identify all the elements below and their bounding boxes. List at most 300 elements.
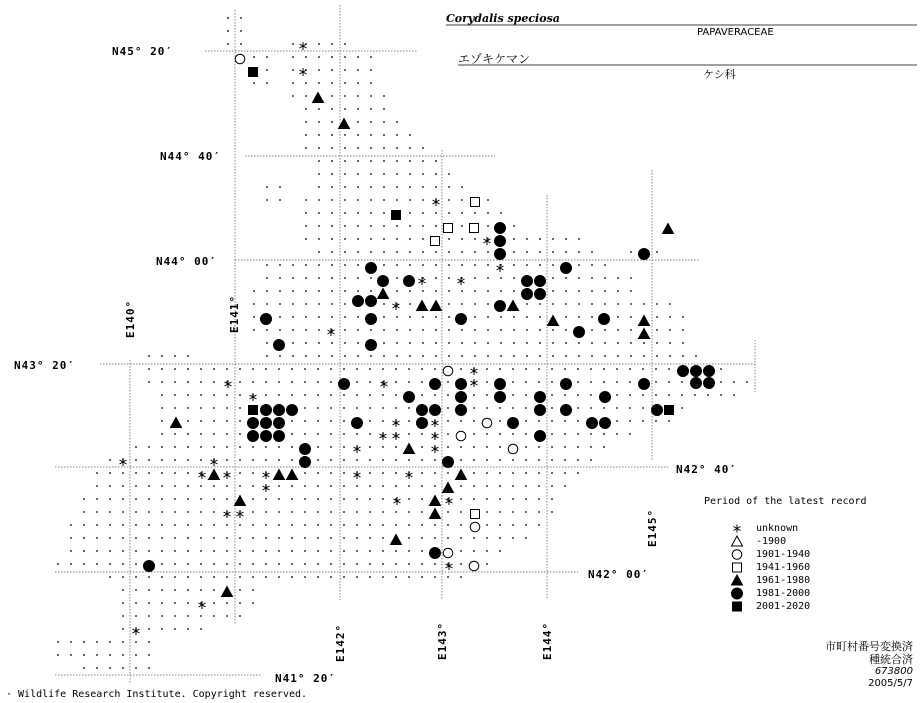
grid-dot <box>395 563 397 565</box>
asterisk-marker <box>225 380 232 388</box>
grid-dot <box>383 303 385 305</box>
grid-dot <box>577 394 579 396</box>
grid-dot <box>96 641 98 643</box>
grid-dot <box>291 511 293 513</box>
grid-dot <box>590 433 592 435</box>
filled-triangle-marker <box>222 587 233 597</box>
grid-dot <box>487 355 489 357</box>
legend-label: 1961-1980 <box>756 575 811 586</box>
grid-dot <box>174 563 176 565</box>
grid-dot <box>265 511 267 513</box>
grid-dot <box>161 576 163 578</box>
grid-dot <box>421 524 423 526</box>
grid-dot <box>187 602 189 604</box>
grid-dot <box>96 485 98 487</box>
grid-dot <box>460 537 462 539</box>
grid-dot <box>590 407 592 409</box>
filled-circle-marker <box>274 340 285 351</box>
grid-dot <box>356 459 358 461</box>
grid-dot <box>122 563 124 565</box>
grid-dot <box>473 550 475 552</box>
grid-dot <box>279 199 281 201</box>
grid-dot <box>486 472 488 474</box>
grid-dot <box>213 368 215 370</box>
filled-circle-marker <box>535 431 546 442</box>
grid-dot <box>344 43 346 45</box>
grid-dot <box>330 420 332 422</box>
grid-dot <box>265 368 267 370</box>
filled-circle-marker <box>366 263 377 274</box>
grid-dot <box>331 108 333 110</box>
grid-dot <box>422 264 424 266</box>
grid-dot <box>499 472 501 474</box>
filled-triangle-marker <box>404 444 415 454</box>
grid-dot <box>330 511 332 513</box>
grid-dot <box>396 186 398 188</box>
grid-dot <box>409 342 411 344</box>
grid-dot <box>422 199 424 201</box>
grid-dot <box>344 316 346 318</box>
grid-dot <box>630 342 632 344</box>
grid-dot <box>292 82 294 84</box>
grid-dot <box>356 381 358 383</box>
grid-dot <box>318 316 320 318</box>
grid-dot <box>344 329 346 331</box>
grid-dot <box>252 550 254 552</box>
filled-circle-marker <box>704 378 715 389</box>
asterisk-marker <box>250 393 257 401</box>
grid-dot <box>421 459 423 461</box>
filled-circle-marker <box>300 457 311 468</box>
filled-circle-marker <box>535 276 546 287</box>
grid-dot <box>435 186 437 188</box>
grid-dot <box>552 277 554 279</box>
grid-dot <box>643 303 645 305</box>
grid-dot <box>603 368 605 370</box>
grid-dot <box>331 134 333 136</box>
grid-dot <box>357 342 359 344</box>
grid-dot <box>447 511 449 513</box>
grid-dot <box>200 394 202 396</box>
grid-dot <box>370 82 372 84</box>
grid-dot <box>461 199 463 201</box>
grid-dot <box>200 511 202 513</box>
grid-dot <box>161 381 163 383</box>
grid-dot <box>551 472 553 474</box>
grid-dot <box>383 264 385 266</box>
grid-dot <box>447 420 449 422</box>
filled-circle-marker <box>430 405 441 416</box>
grid-dot <box>266 186 268 188</box>
asterisk-marker <box>354 445 361 453</box>
grid-dot <box>331 225 333 227</box>
grid-dot <box>513 238 515 240</box>
open-square-glyph <box>733 563 742 572</box>
grid-dot <box>266 82 268 84</box>
grid-dot <box>357 108 359 110</box>
asterisk-marker <box>471 379 478 387</box>
grid-dot <box>213 615 215 617</box>
grid-dot <box>590 446 592 448</box>
grid-dot <box>317 446 319 448</box>
grid-dot <box>460 563 462 565</box>
grid-dot <box>331 342 333 344</box>
filled-circle-marker <box>456 314 467 325</box>
grid-dot <box>617 329 619 331</box>
grid-dot <box>240 43 242 45</box>
grid-dot <box>213 485 215 487</box>
grid-dot <box>591 329 593 331</box>
grid-dot <box>187 459 189 461</box>
grid-dot <box>304 511 306 513</box>
grid-dot <box>135 589 137 591</box>
grid-dot <box>330 446 332 448</box>
grid-dot <box>682 329 684 331</box>
grid-dot <box>278 368 280 370</box>
grid-dot <box>200 615 202 617</box>
grid-dot <box>304 524 306 526</box>
filled-circle-icon <box>730 587 744 600</box>
grid-dot <box>369 550 371 552</box>
grid-dot <box>331 355 333 357</box>
grid-dot <box>292 316 294 318</box>
grid-dot <box>187 472 189 474</box>
grid-dot <box>395 472 397 474</box>
grid-dot <box>396 329 398 331</box>
grid-dot <box>304 407 306 409</box>
grid-dot <box>460 420 462 422</box>
grid-dot <box>266 199 268 201</box>
grid-dot <box>448 277 450 279</box>
grid-dot <box>291 394 293 396</box>
grid-dot <box>239 446 241 448</box>
grid-dot <box>226 498 228 500</box>
grid-dot <box>395 368 397 370</box>
grid-dot <box>669 342 671 344</box>
grid-dot <box>174 589 176 591</box>
grid-dot <box>370 134 372 136</box>
filled-triangle-marker <box>235 496 246 506</box>
grid-dot <box>317 524 319 526</box>
grid-dot <box>318 160 320 162</box>
grid-dot <box>226 615 228 617</box>
grid-dot <box>213 537 215 539</box>
grid-dot <box>434 485 436 487</box>
grid-dot <box>460 368 462 370</box>
grid-dot <box>525 433 527 435</box>
filled-circle-marker <box>691 378 702 389</box>
grid-dot <box>434 394 436 396</box>
grid-dot <box>447 537 449 539</box>
grid-dot <box>643 342 645 344</box>
grid-dot <box>226 446 228 448</box>
grid-dot <box>122 602 124 604</box>
grid-dot <box>474 355 476 357</box>
graticule-lines <box>55 5 755 683</box>
grid-dot <box>357 199 359 201</box>
grid-dot <box>552 264 554 266</box>
grid-dot <box>461 225 463 227</box>
asterisk-glyph <box>734 525 741 533</box>
grid-dot <box>395 511 397 513</box>
grid-dot <box>369 381 371 383</box>
grid-dot <box>266 342 268 344</box>
grid-dot <box>578 316 580 318</box>
grid-dot <box>317 394 319 396</box>
filled-circle-marker <box>600 392 611 403</box>
grid-dot <box>461 238 463 240</box>
grid-dot <box>343 472 345 474</box>
grid-dot <box>200 446 202 448</box>
filled-circle-marker <box>287 405 298 416</box>
grid-dot <box>239 420 241 422</box>
grid-dot <box>161 446 163 448</box>
grid-dot <box>409 329 411 331</box>
grid-dot <box>227 17 229 19</box>
grid-dot <box>357 264 359 266</box>
grid-dot <box>487 199 489 201</box>
grid-dot <box>318 199 320 201</box>
grid-dot <box>304 576 306 578</box>
grid-dot <box>642 368 644 370</box>
grid-dot <box>331 303 333 305</box>
grid-dot <box>331 43 333 45</box>
grid-dot <box>512 498 514 500</box>
grid-dot <box>668 394 670 396</box>
grid-dot <box>279 355 281 357</box>
grid-dot <box>408 433 410 435</box>
grid-dot <box>669 316 671 318</box>
grid-dot <box>396 134 398 136</box>
legend-label: unknown <box>756 523 799 534</box>
grid-dot <box>383 212 385 214</box>
grid-dot <box>434 472 436 474</box>
grid-dot <box>409 290 411 292</box>
grid-dot <box>357 147 359 149</box>
grid-dot <box>486 381 488 383</box>
grid-dot <box>486 485 488 487</box>
grid-dot <box>603 433 605 435</box>
grid-dot <box>239 537 241 539</box>
grid-dot <box>409 264 411 266</box>
grid-dot <box>122 485 124 487</box>
filled-circle-marker <box>508 418 519 429</box>
grid-dot <box>122 498 124 500</box>
record-markers <box>120 42 715 635</box>
grid-dot <box>331 290 333 292</box>
grid-dot <box>357 212 359 214</box>
grid-dot <box>565 329 567 331</box>
grid-dot <box>305 199 307 201</box>
grid-dot <box>344 290 346 292</box>
grid-dot <box>226 524 228 526</box>
grid-dot <box>370 251 372 253</box>
grid-dot <box>539 355 541 357</box>
grid-dot <box>577 446 579 448</box>
asterisk-marker <box>300 42 307 50</box>
grid-dot <box>174 550 176 552</box>
grid-dot <box>617 316 619 318</box>
filled-circle-marker <box>522 276 533 287</box>
grid-dot <box>551 485 553 487</box>
grid-dot <box>447 472 449 474</box>
grid-dot <box>174 407 176 409</box>
grid-dot <box>395 394 397 396</box>
grid-dot <box>630 329 632 331</box>
grid-dot <box>408 511 410 513</box>
grid-dot <box>409 199 411 201</box>
grid-dot <box>591 277 593 279</box>
grid-dot <box>474 238 476 240</box>
filled-circle-marker <box>522 289 533 300</box>
grid-dot <box>279 264 281 266</box>
grid-dot <box>343 563 345 565</box>
lat-label-44-00: N44° 00′ <box>156 255 217 268</box>
grid-dot <box>109 563 111 565</box>
grid-dot <box>96 524 98 526</box>
grid-dot <box>396 225 398 227</box>
grid-dot <box>318 303 320 305</box>
grid-dot <box>161 550 163 552</box>
grid-dot <box>669 355 671 357</box>
grid-dot <box>461 290 463 292</box>
grid-dot <box>383 342 385 344</box>
grid-dot <box>370 238 372 240</box>
grid-dot <box>70 563 72 565</box>
grid-dot <box>304 485 306 487</box>
grid-dot <box>421 563 423 565</box>
grid-dot <box>317 511 319 513</box>
grid-dot <box>396 251 398 253</box>
grid-dot <box>369 433 371 435</box>
filled-circle-marker <box>274 405 285 416</box>
filled-circle-marker <box>652 405 663 416</box>
grid-dot <box>382 485 384 487</box>
grid-dot <box>226 459 228 461</box>
grid-dot <box>343 498 345 500</box>
grid-dot <box>344 56 346 58</box>
filled-circle-marker <box>495 392 506 403</box>
grid-dot <box>382 368 384 370</box>
grid-dot <box>305 238 307 240</box>
filled-circle-marker <box>587 418 598 429</box>
grid-dot <box>200 576 202 578</box>
grid-dot <box>331 69 333 71</box>
grid-dot <box>383 108 385 110</box>
grid-dot <box>526 329 528 331</box>
grid-dot <box>343 550 345 552</box>
grid-dot <box>278 381 280 383</box>
grid-dot <box>422 355 424 357</box>
grid-dot <box>551 498 553 500</box>
grid-dot <box>604 342 606 344</box>
grid-dot <box>96 667 98 669</box>
legend-title: Period of the latest record <box>704 496 867 507</box>
grid-dot <box>720 394 722 396</box>
grid-dot <box>278 394 280 396</box>
grid-dot <box>396 290 398 292</box>
grid-dot <box>461 329 463 331</box>
asterisk-marker <box>484 237 491 245</box>
grid-dot <box>318 329 320 331</box>
grid-dot <box>357 95 359 97</box>
asterisk-marker <box>497 264 504 272</box>
open-square-marker <box>470 224 479 233</box>
grid-dot <box>304 563 306 565</box>
grid-dot <box>265 550 267 552</box>
grid-dot <box>174 576 176 578</box>
grid-dot <box>356 576 358 578</box>
grid-dot <box>552 355 554 357</box>
grid-dot <box>252 602 254 604</box>
grid-dot <box>291 524 293 526</box>
filled-square-glyph <box>733 602 742 611</box>
grid-dot <box>357 225 359 227</box>
grid-dot <box>538 472 540 474</box>
grid-dot <box>396 316 398 318</box>
grid-dot <box>448 355 450 357</box>
asterisk-marker <box>199 471 206 479</box>
grid-dot <box>227 30 229 32</box>
grid-dot <box>525 381 527 383</box>
grid-dot <box>668 420 670 422</box>
grid-dot <box>148 550 150 552</box>
grid-dot <box>344 82 346 84</box>
filled-circle-marker <box>561 405 572 416</box>
grid-dot <box>318 69 320 71</box>
filled-triangle-glyph <box>732 575 743 585</box>
grid-dot <box>461 342 463 344</box>
grid-dot <box>317 407 319 409</box>
filled-circle-marker <box>261 405 272 416</box>
grid-dot <box>421 498 423 500</box>
filled-circle-marker <box>274 431 285 442</box>
filled-circle-marker <box>639 249 650 260</box>
grid-dot <box>70 537 72 539</box>
grid-dot <box>369 498 371 500</box>
grid-dot <box>135 459 137 461</box>
grid-dot <box>409 316 411 318</box>
grid-dot <box>83 641 85 643</box>
grid-dot <box>370 108 372 110</box>
grid-dot <box>539 329 541 331</box>
grid-dot <box>135 511 137 513</box>
grid-dot <box>447 407 449 409</box>
grid-dot <box>435 290 437 292</box>
grid-dot <box>318 342 320 344</box>
grid-dot <box>461 264 463 266</box>
grid-dot <box>461 212 463 214</box>
grid-dot <box>474 316 476 318</box>
grid-dot <box>525 420 527 422</box>
grid-dot <box>473 498 475 500</box>
grid-dot <box>486 446 488 448</box>
grid-dot <box>461 186 463 188</box>
grid-dot <box>578 342 580 344</box>
grid-dot <box>382 394 384 396</box>
grid-dot <box>487 316 489 318</box>
grid-dot <box>565 238 567 240</box>
grid-dot <box>370 290 372 292</box>
filled-triangle-marker <box>548 316 559 326</box>
grid-dot <box>422 212 424 214</box>
grid-dot <box>461 251 463 253</box>
grid-dot <box>304 394 306 396</box>
filled-circle-marker <box>535 405 546 416</box>
grid-dot <box>409 251 411 253</box>
grid-dot <box>526 303 528 305</box>
grid-dot <box>499 485 501 487</box>
